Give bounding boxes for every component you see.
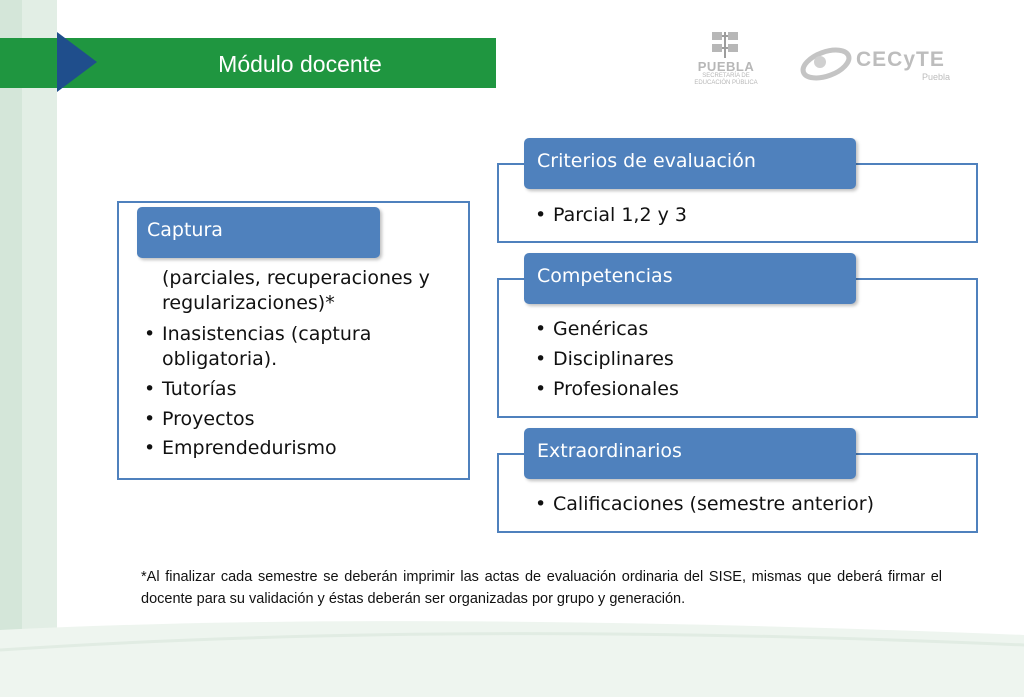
criterios-header: [524, 138, 856, 189]
captura-item-text: Inasistencias (captura: [162, 323, 372, 345]
extraordinarios-header: [524, 428, 856, 479]
extraordinarios-header-label: Extraordinarios: [537, 440, 682, 462]
puebla-emblem-icon: [708, 30, 744, 60]
criterios-list-item: [535, 200, 687, 230]
captura-list-item-continuation: obligatoria).: [162, 348, 278, 370]
puebla-logo: [686, 30, 766, 96]
competencias-list-item: [535, 314, 649, 344]
criterios-item-text: Parcial 1,2 y 3: [553, 204, 687, 226]
competencias-item-text: Profesionales: [553, 378, 679, 400]
bullet-icon: •: [535, 318, 547, 340]
puebla-logo-subtitle-2: EDUCACIÓN PÚBLICA: [694, 80, 758, 86]
captura-item-text: Proyectos: [162, 408, 255, 430]
bullet-icon: •: [535, 204, 547, 226]
cecyte-swirl-icon: [798, 42, 858, 86]
extraordinarios-item-text: Calificaciones (semestre anterior): [553, 493, 874, 515]
footnote: *Al finalizar cada semestre se deberán imprimir las actas de evaluación ordinaria del SISE, mismas que deberá firmar el docente para su validación y éstas deberán ser organizadas por grupo y generación.: [141, 569, 942, 607]
page-title: Módulo docente: [218, 51, 382, 77]
competencias-item-text: Disciplinares: [553, 348, 674, 370]
bullet-icon: •: [535, 493, 547, 515]
cecyte-logo-subtitle: Puebla: [922, 72, 951, 82]
captura-intro-line-1: (parciales, recuperaciones y: [162, 267, 430, 289]
extraordinarios-list-item: [535, 489, 874, 519]
title-arrow-decoration: [57, 32, 97, 92]
bullet-icon: •: [144, 408, 156, 430]
criterios-header-label: Criterios de evaluación: [537, 150, 756, 172]
captura-header-label: Captura: [147, 219, 223, 241]
competencias-header: [524, 253, 856, 304]
bullet-icon: •: [144, 378, 156, 400]
bullet-icon: •: [144, 437, 156, 459]
bullet-icon: •: [535, 348, 547, 370]
captura-header: [137, 207, 380, 258]
captura-intro-line-2: regularizaciones)*: [162, 292, 335, 314]
bullet-icon: •: [535, 378, 547, 400]
cecyte-logo-name: CECyTE: [856, 48, 945, 71]
puebla-logo-name: PUEBLA: [697, 59, 755, 74]
competencias-header-label: Competencias: [537, 265, 673, 287]
captura-list-item: [144, 374, 237, 404]
cecyte-logo: [798, 42, 958, 86]
captura-list-item: [144, 404, 255, 434]
competencias-list-item: [535, 344, 674, 374]
captura-list-item: [144, 433, 337, 463]
captura-item-text: Emprendedurismo: [162, 437, 337, 459]
puebla-logo-subtitle-1: SECRETARÍA DE: [702, 73, 750, 79]
bullet-icon: •: [144, 323, 156, 345]
competencias-list-item: [535, 374, 679, 404]
competencias-item-text: Genéricas: [553, 318, 649, 340]
captura-item-text: Tutorías: [162, 378, 237, 400]
